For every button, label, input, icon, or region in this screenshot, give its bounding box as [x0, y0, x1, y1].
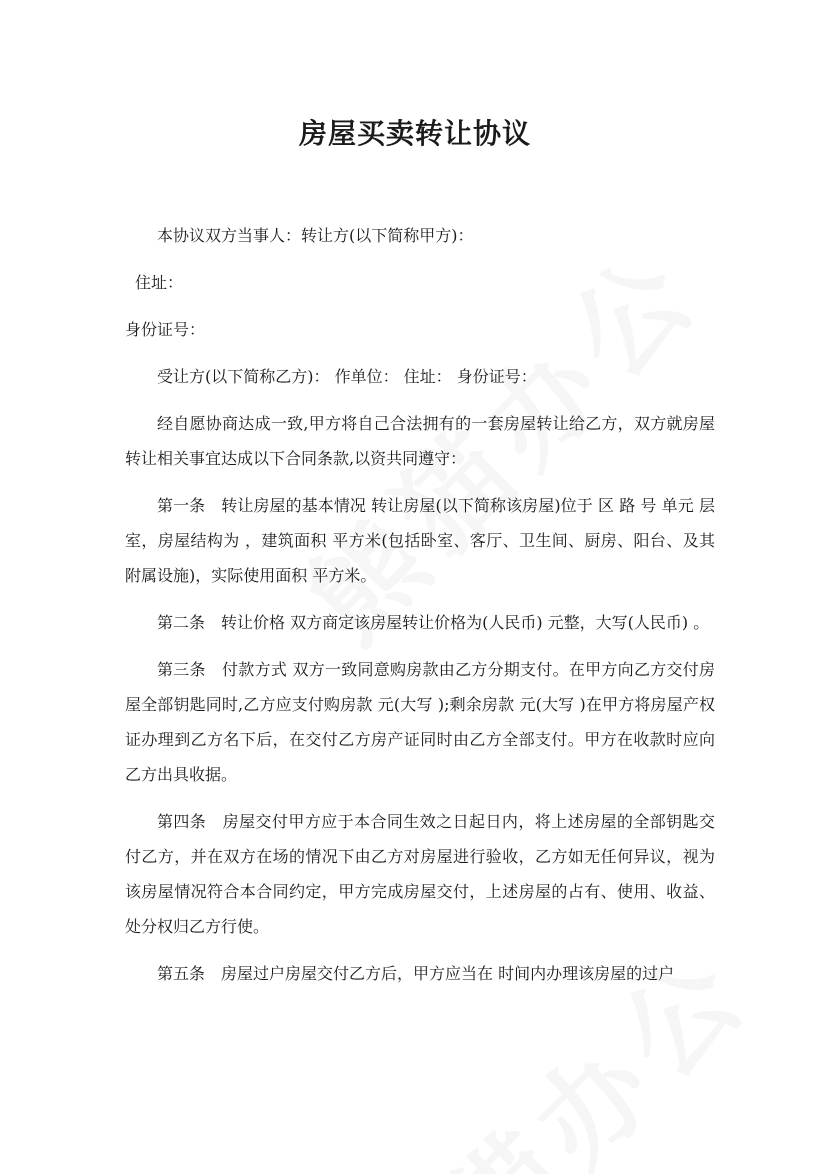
article-1: 第一条 转让房屋的基本情况 转让房屋(以下简称该房屋)位于 区 路 号 单元 层 室，房屋结构为 ，建筑面积 平方米(包括卧室、客厅、卫生间、厨房、阳台、及其附属设施)，实际使用面积 平方米。: [125, 496, 715, 585]
parties-intro: 本协议双方当事人：转让方(以下简称甲方)：: [157, 226, 474, 245]
article-3: 第三条 付款方式 双方一致同意购房款由乙方分期支付。在甲方向乙方交付房屋全部钥匙同时,乙方应支付购房款 元(大写 );剩余房款 元(大写 )在甲方将房屋产权证办理到乙方名下后，在交付乙方房产证同时由乙方全部支付。甲方在收款时应向乙方出具收据。: [125, 660, 715, 784]
transferee-line: 受让方(以下简称乙方)： 作单位： 住址： 身份证号：: [157, 367, 537, 386]
document-title: 房屋买卖转让协议: [298, 117, 531, 150]
preamble: 经自愿协商达成一致,甲方将自己合法拥有的一套房屋转让给乙方，双方就房屋转让相关事宜达成以下合同条款,以资共同遵守：: [125, 414, 715, 468]
article-5: 第五条 房屋过户房屋交付乙方后，甲方应当在 时间内办理该房屋的过户: [157, 964, 675, 983]
article-2: 第二条 转让价格 双方商定该房屋转让价格为(人民币) 元整，大写(人民币) 。: [157, 613, 710, 632]
id-label: 身份证号：: [125, 320, 206, 339]
document-body: [125, 218, 715, 1003]
article-4: 第四条 房屋交付甲方应于本合同生效之日起日内，将上述房屋的全部钥匙交付乙方，并在双方在场的情况下由乙方对房屋进行验收，乙方如无任何异议，视为该房屋情况符合本合同约定，甲方完成房屋交付，上述房屋的占有、使用、收益、处分权归乙方行使。: [125, 812, 715, 936]
address-label: 住址：: [135, 273, 184, 292]
